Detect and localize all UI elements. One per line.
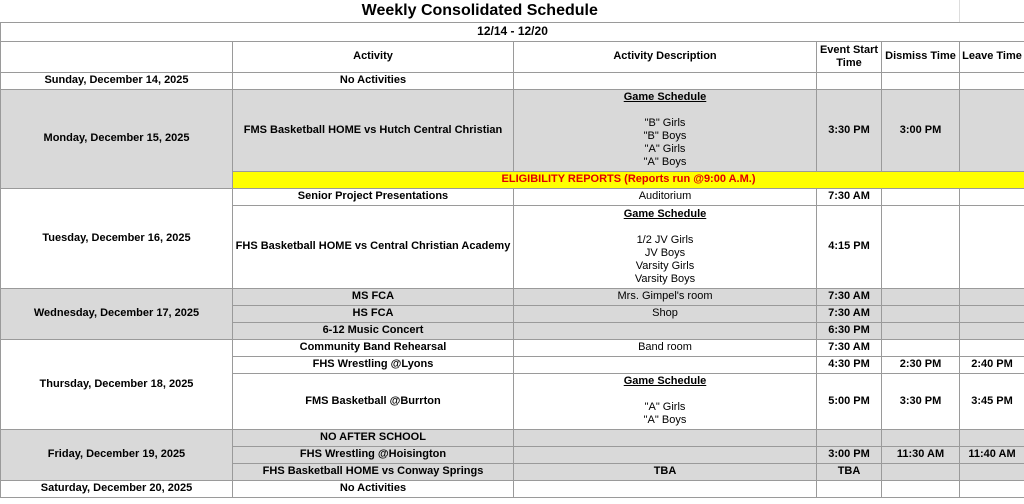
day-label: Saturday, December 20, 2025 xyxy=(1,480,233,497)
header-dismiss-time: Dismiss Time xyxy=(882,41,960,72)
game-item: "A" Boys xyxy=(643,156,687,168)
start-time: 7:30 AM xyxy=(817,339,882,356)
activity-cell: No Activities xyxy=(233,72,514,89)
game-item: 1/2 JV Girls xyxy=(636,233,694,246)
activity-cell: FHS Basketball HOME vs Conway Springs xyxy=(233,463,514,480)
dismiss-time: 11:30 AM xyxy=(882,446,960,463)
day-label: Thursday, December 18, 2025 xyxy=(1,339,233,429)
game-schedule-heading: Game Schedule xyxy=(623,375,707,387)
date-range: 12/14 - 12/20 xyxy=(1,22,1024,41)
game-item: Varsity Girls xyxy=(635,259,695,272)
activity-cell: FHS Wrestling @Hoisington xyxy=(233,446,514,463)
eligibility-banner: ELIGIBILITY REPORTS (Reports run @9:00 A.M.) xyxy=(233,171,1024,188)
game-item: "A" Boys xyxy=(643,414,687,426)
activity-cell: MS FCA xyxy=(233,288,514,305)
start-time: 3:00 PM xyxy=(817,446,882,463)
game-schedule-heading: Game Schedule xyxy=(623,91,707,103)
description-cell: TBA xyxy=(514,463,817,480)
header-start-time: Event Start Time xyxy=(817,41,882,72)
activity-cell: Community Band Rehearsal xyxy=(233,339,514,356)
day-label: Wednesday, December 17, 2025 xyxy=(1,288,233,339)
activity-cell: FHS Basketball HOME vs Central Christian Academy xyxy=(233,205,514,288)
description-cell xyxy=(514,89,817,171)
activity-cell: FMS Basketball HOME vs Hutch Central Christian xyxy=(233,89,514,171)
activity-cell: HS FCA xyxy=(233,305,514,322)
day-label: Monday, December 15, 2025 xyxy=(1,89,233,188)
dismiss-time: 2:30 PM xyxy=(882,356,960,373)
description-cell: Band room xyxy=(514,339,817,356)
activity-cell: No Activities xyxy=(233,480,514,497)
description-cell xyxy=(514,205,817,288)
day-label: Friday, December 19, 2025 xyxy=(1,429,233,480)
activity-cell: NO AFTER SCHOOL xyxy=(233,429,514,446)
game-schedule-heading: Game Schedule xyxy=(623,207,707,220)
start-time: 4:15 PM xyxy=(817,205,882,288)
description-cell: Shop xyxy=(514,305,817,322)
page-title: Weekly Consolidated Schedule xyxy=(1,0,960,22)
description-cell: Mrs. Gimpel's room xyxy=(514,288,817,305)
activity-cell: 6-12 Music Concert xyxy=(233,322,514,339)
description-cell: Auditorium xyxy=(514,188,817,205)
start-time: 6:30 PM xyxy=(817,322,882,339)
start-time: 3:30 PM xyxy=(817,89,882,171)
start-time: 5:00 PM xyxy=(817,373,882,429)
leave-time: 3:45 PM xyxy=(960,373,1024,429)
day-label: Sunday, December 14, 2025 xyxy=(1,72,233,89)
game-item: "B" Boys xyxy=(643,130,687,142)
activity-cell: Senior Project Presentations xyxy=(233,188,514,205)
leave-time: 2:40 PM xyxy=(960,356,1024,373)
game-item: "A" Girls xyxy=(644,401,686,413)
leave-time: 11:40 AM xyxy=(960,446,1024,463)
description-cell xyxy=(514,373,817,429)
game-item: Varsity Boys xyxy=(634,272,696,285)
day-label: Tuesday, December 16, 2025 xyxy=(1,188,233,288)
start-time: 7:30 AM xyxy=(817,288,882,305)
start-time: 7:30 AM xyxy=(817,188,882,205)
header-activity: Activity xyxy=(233,41,514,72)
dismiss-time: 3:30 PM xyxy=(882,373,960,429)
game-item: "B" Girls xyxy=(644,117,686,129)
game-item: "A" Girls xyxy=(644,143,686,155)
header-description: Activity Description xyxy=(514,41,817,72)
start-time: TBA xyxy=(817,463,882,480)
start-time: 7:30 AM xyxy=(817,305,882,322)
start-time: 4:30 PM xyxy=(817,356,882,373)
activity-cell: FMS Basketball @Burrton xyxy=(233,373,514,429)
header-leave-time: Leave Time xyxy=(960,41,1024,72)
dismiss-time: 3:00 PM xyxy=(882,89,960,171)
activity-cell: FHS Wrestling @Lyons xyxy=(233,356,514,373)
game-item: JV Boys xyxy=(644,246,686,259)
